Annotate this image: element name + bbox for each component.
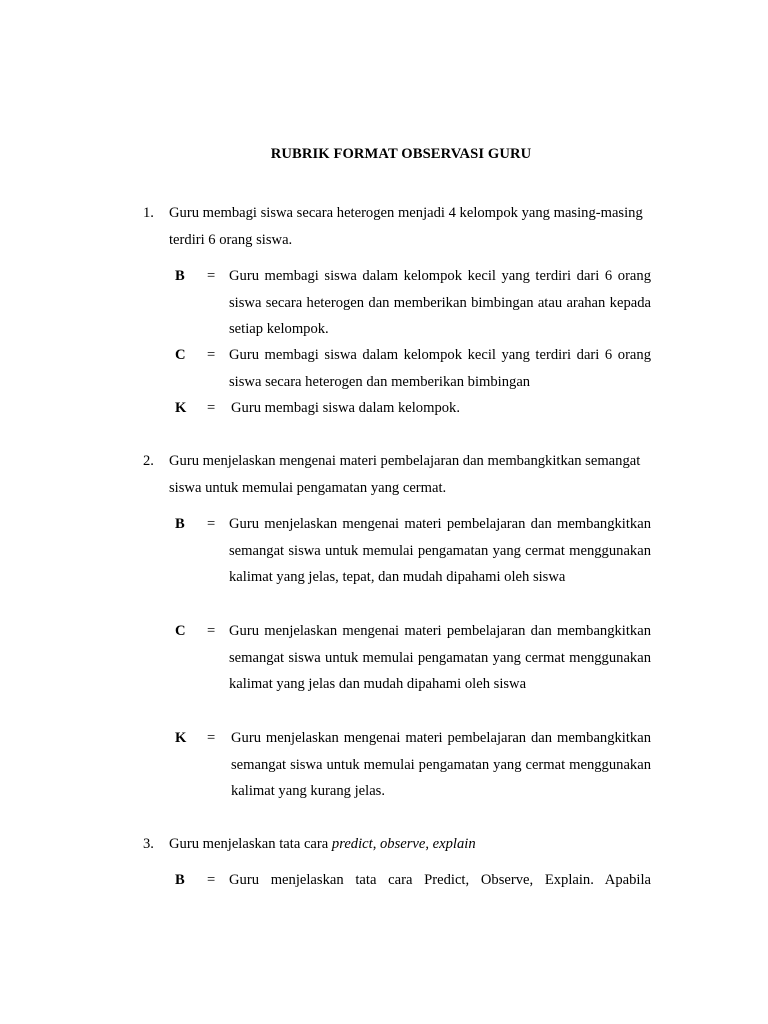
- criterion-description: Guru menjelaskan mengenai materi pembelajaran dan membangkitkan semangat siswa untuk memulai pengamatan yang cermat menggunakan kalimat yang jelas dan mudah dipahami oleh siswa: [229, 623, 651, 692]
- criterion-description: Guru membagi siswa dalam kelompok.: [231, 400, 460, 416]
- criterion-description: Guru membagi siswa dalam kelompok kecil yang terdiri dari 6 orang siswa secara heterogen dan memberikan bimbingan: [229, 347, 651, 390]
- criterion-grade: B: [175, 872, 185, 888]
- criterion-equals: =: [207, 400, 216, 416]
- item-text-sep: ,: [372, 835, 380, 852]
- criterion-description: Guru menjelaskan mengenai materi pembelajaran dan membangkitkan semangat siswa untuk memulai pengamatan yang cermat menggunakan kalimat yang jelas, tepat, dan mudah dipahami oleh siswa: [229, 516, 651, 585]
- criterion-description: Guru membagi siswa dalam kelompok kecil yang terdiri dari 6 orang siswa secara heterogen dan memberikan bimbingan atau arahan kepada setiap kelompok.: [229, 268, 651, 337]
- item-text-prefix: Guru menjelaskan tata cara: [169, 835, 332, 852]
- criterion-grade: C: [175, 347, 186, 363]
- item-text-observe: observe: [379, 835, 426, 852]
- criterion-equals: =: [207, 347, 216, 363]
- criterion-grade: B: [175, 516, 185, 532]
- item-description: Guru menjelaskan mengenai materi pembelajaran dan membangkitkan semangat siswa untuk memulai pengamatan yang cermat.: [169, 452, 641, 496]
- criterion-grade: B: [175, 268, 185, 284]
- criterion-equals: =: [207, 730, 216, 746]
- criterion-equals: =: [207, 872, 216, 888]
- criterion-equals: =: [207, 623, 216, 639]
- item-description: Guru membagi siswa secara heterogen menjadi 4 kelompok yang masing-masing terdiri 6 orang siswa.: [169, 204, 643, 248]
- criterion-description: Guru menjelaskan mengenai materi pembelajaran dan membangkitkan semangat siswa untuk memulai pengamatan yang cermat menggunakan kalimat yang kurang jelas.: [231, 730, 651, 799]
- item-number: 1.: [143, 205, 154, 221]
- criterion-equals: =: [207, 268, 216, 284]
- criterion-grade: K: [175, 400, 187, 416]
- item-text-explain: explain: [432, 835, 476, 852]
- item-number: 2.: [143, 453, 154, 469]
- criterion-equals: =: [207, 516, 216, 532]
- item-text-predict: predict: [331, 835, 373, 852]
- page-title: RUBRIK FORMAT OBSERVASI GURU: [270, 146, 532, 162]
- criterion-grade: C: [175, 623, 186, 639]
- item-number: 3.: [143, 836, 154, 852]
- criterion-description: Guru menjelaskan tata cara Predict, Observe, Explain. Apabila: [229, 872, 651, 888]
- criterion-grade: K: [175, 730, 187, 746]
- item-text-sep: ,: [425, 835, 433, 852]
- item-description: [169, 831, 664, 858]
